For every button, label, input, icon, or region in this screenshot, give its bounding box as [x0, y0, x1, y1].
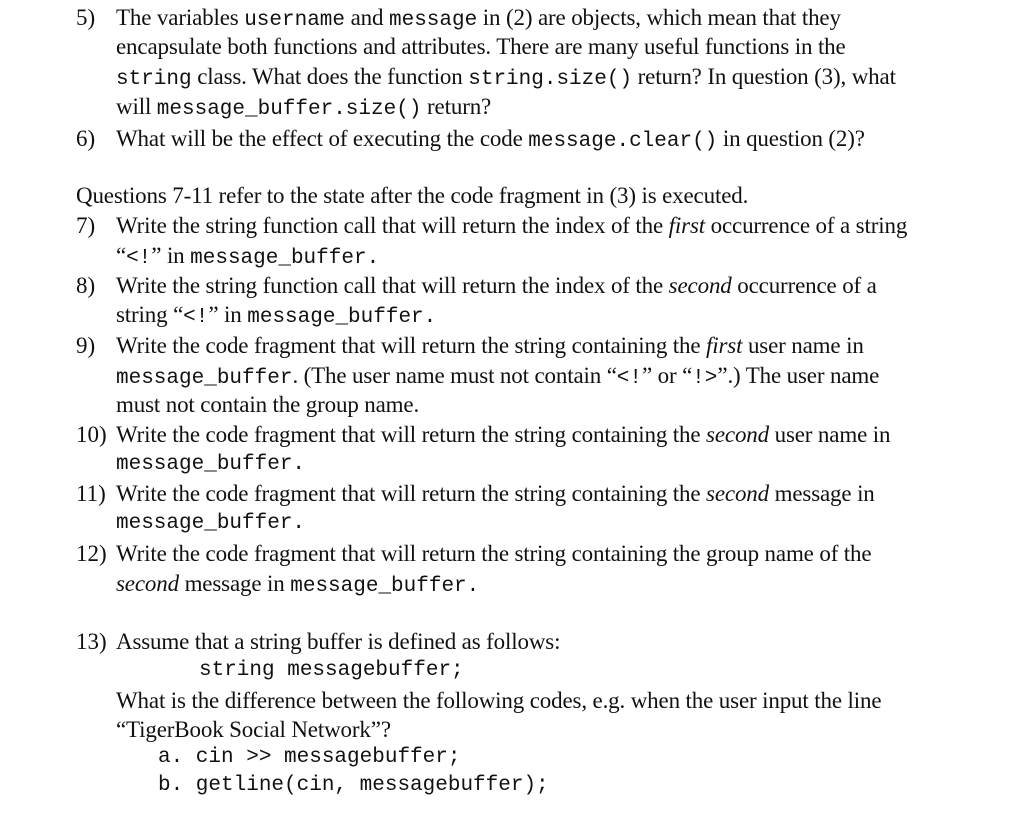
question-number: 11) — [76, 481, 106, 506]
code-option-b: b. getline(cin, messagebuffer); — [158, 774, 549, 797]
question-7-line-2: “<!” in message_buffer. — [116, 243, 380, 270]
question-number: 8) — [76, 273, 96, 298]
question-13-line-1: Assume that a string buffer is defined as follows: — [116, 629, 561, 654]
question-10-line-1: Write the code fragment that will return the string containing the second user name in — [116, 422, 891, 447]
question-number: 13) — [76, 629, 107, 654]
code-option-a: a. cin >> messagebuffer; — [158, 746, 461, 769]
question-13-line-3: “TigerBook Social Network”? — [116, 717, 391, 742]
question-10-line-2: message_buffer. — [116, 453, 306, 476]
question-11-line-1: Write the code fragment that will return the string containing the second message in — [116, 481, 875, 506]
question-5-line-3: string class. What does the function string.size() return? In question (3), what — [116, 64, 896, 91]
question-5-line-1: The variables username and message in (2) are objects, which mean that they — [116, 5, 841, 32]
question-8-line-2: string “<!” in message_buffer. — [116, 302, 437, 329]
question-6-line-1: What will be the effect of executing the code message.clear() in question (2)? — [116, 126, 865, 153]
question-8-line-1: Write the string function call that will return the index of the second occurrence of a — [116, 273, 877, 298]
question-5-line-4: will message_buffer.size() return? — [116, 94, 492, 121]
question-7-line-1: Write the string function call that will return the index of the first occurrence of a string — [116, 213, 908, 238]
question-9-line-1: Write the code fragment that will return the string containing the first user name in — [116, 333, 864, 358]
question-11-line-2: message_buffer. — [116, 512, 306, 535]
question-9-line-2: message_buffer. (The user name must not contain “<!” or “!>”.) The user name — [116, 363, 880, 390]
question-12-line-2: second message in message_buffer. — [116, 571, 480, 598]
question-number: 10) — [76, 422, 107, 447]
section-intro: Questions 7-11 refer to the state after the code fragment in (3) is executed. — [76, 183, 749, 208]
question-number: 6) — [76, 126, 96, 151]
question-number: 9) — [76, 333, 96, 358]
question-number: 12) — [76, 541, 107, 566]
question-9-line-3: must not contain the group name. — [116, 392, 420, 417]
code-declaration: string messagebuffer; — [199, 659, 464, 682]
question-13-line-2: What is the difference between the following codes, e.g. when the user input the line — [116, 688, 882, 713]
question-number: 5) — [76, 5, 96, 30]
question-12-line-1: Write the code fragment that will return the string containing the group name of the — [116, 541, 872, 566]
question-5-line-2: encapsulate both functions and attributes. There are many useful functions in the — [116, 34, 846, 59]
question-number: 7) — [76, 213, 96, 238]
